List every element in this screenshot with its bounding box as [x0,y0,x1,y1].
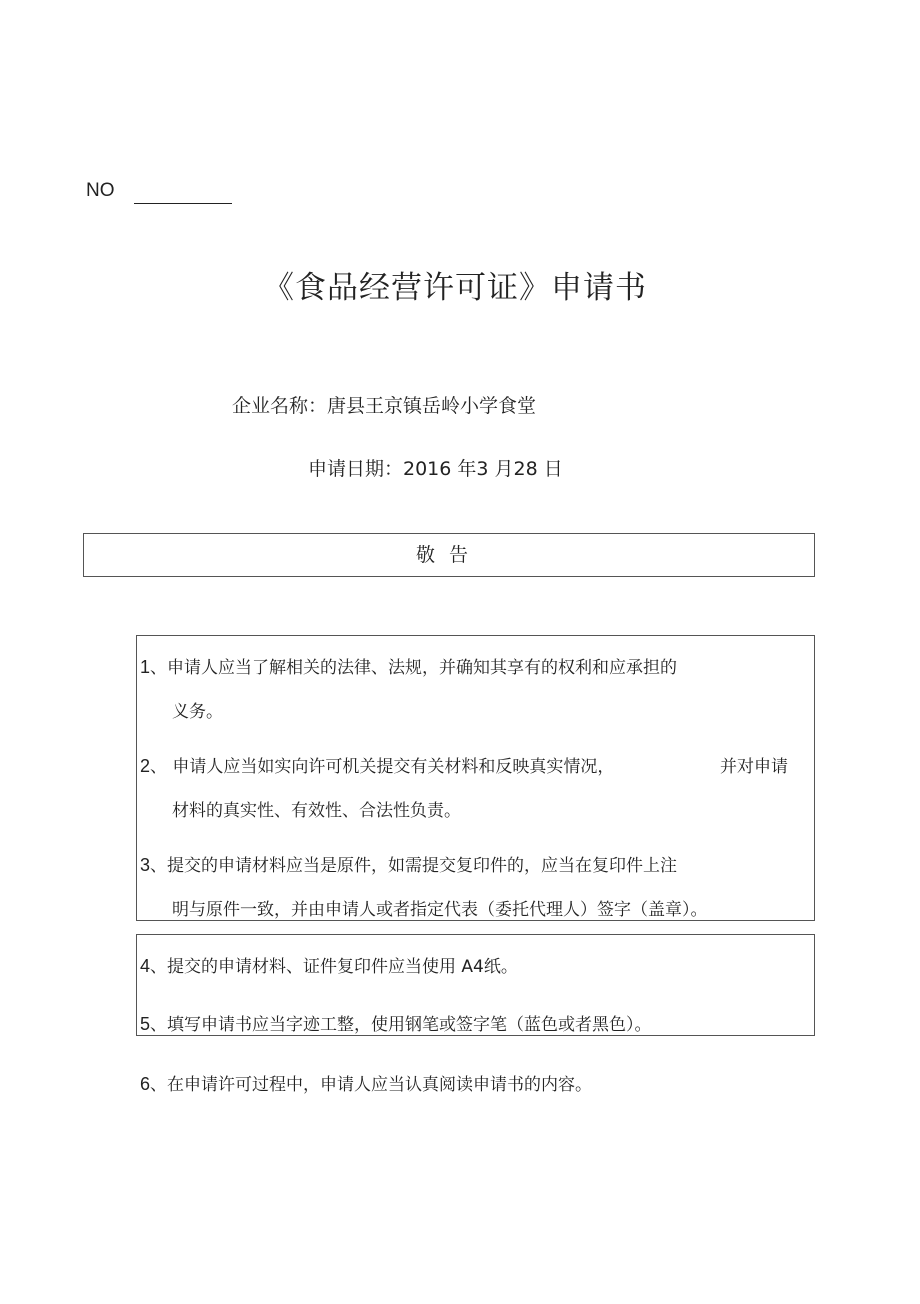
notice-item-number: 2 [140,756,151,776]
document-number-blank [134,203,232,204]
notice-heading: 敬告 [415,544,482,566]
notice-item-2-tail: 并对申请 [720,757,788,777]
notice-item-number: 4 [140,956,151,976]
document-number-label: NO [86,180,115,201]
notice-item-text: 、提交的申请材料应当是原件，如需提交复印件的，应当在复印件上注 [150,856,678,876]
document-title: 《食品经营许可证》申请书 [263,270,647,306]
notice-item-text: 、在申请许可过程中，申请人应当认真阅读申请书的内容。 [150,1075,593,1095]
notice-item-2 [140,752,614,777]
notice-item-1 [140,653,677,678]
notice-item-number: 6 [140,1074,151,1094]
application-date-line: 申请日期：2016 年3 月28 日 [308,458,563,480]
company-name-line: 企业名称：唐县王京镇岳岭小学食堂 [232,395,537,417]
notice-item-number: 5 [140,1014,151,1034]
notice-item-2-continuation: 材料的真实性、有效性、合法性负责。 [172,801,461,821]
notice-item-number: 3 [140,855,151,875]
notice-item-1-continuation: 义务。 [172,702,223,722]
notice-heading-box [83,533,815,577]
notice-item-3-continuation: 明与原件一致，并由申请人或者指定代表（委托代理人）签字（盖章）。 [172,900,708,920]
notice-item-text: 、 申请人应当如实向许可机关提交有关材料和反映真实情况， [150,757,615,777]
notice-item-5 [140,1010,652,1035]
notice-item-text: 、提交的申请材料、证件复印件应当使用 A4纸。 [150,957,518,977]
notice-item-number: 1 [140,657,151,677]
notice-item-text: 、填写申请书应当字迹工整，使用钢笔或签字笔（蓝色或者黑色）。 [150,1015,652,1035]
notice-item-6 [140,1070,592,1095]
notice-item-3 [140,851,677,876]
notice-item-text: 、申请人应当了解相关的法律、法规，并确知其享有的权利和应承担的 [150,658,678,678]
notice-item-4 [140,952,518,977]
